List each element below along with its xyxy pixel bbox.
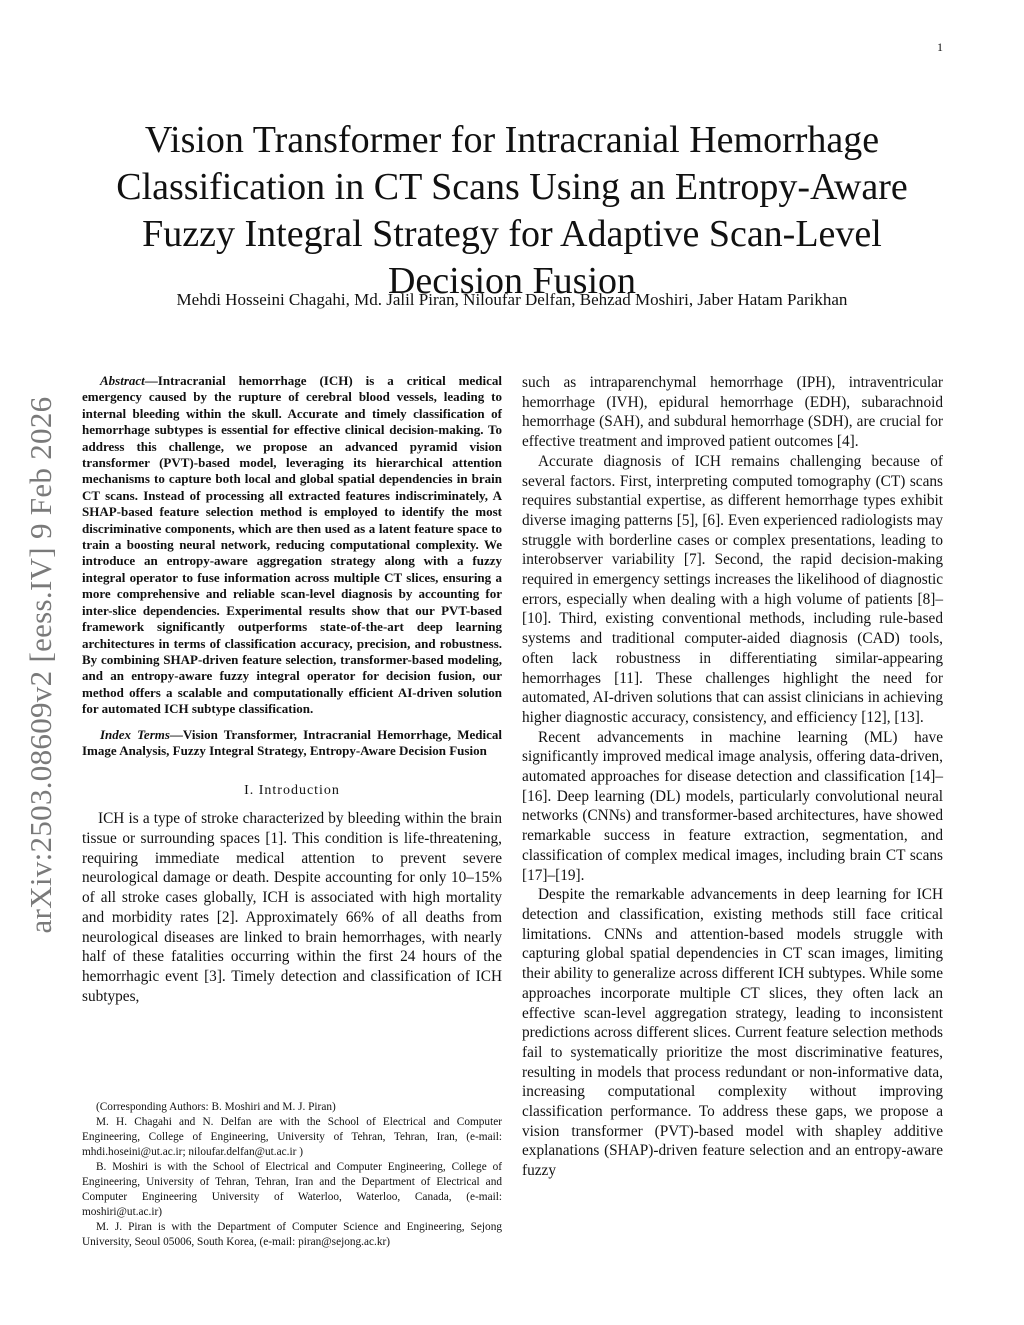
footnote: (Corresponding Authors: B. Moshiri and M. J. Piran) bbox=[96, 1101, 336, 1113]
abstract-lead: Abstract bbox=[100, 373, 145, 388]
author-list: Mehdi Hosseini Chagahi, Md. Jalil Piran, Niloufar Delfan, Behzad Moshiri, Jaber Hatam Parikhan bbox=[176, 290, 848, 309]
left-column bbox=[82, 373, 502, 1006]
abstract bbox=[82, 373, 502, 718]
abstract-text: —Intracranial hemorrhage (ICH) is a critical medical emergency caused by the rupture of cerebral blood vessels, leading to internal bleeding within the skull. Accurate and timely classification of hemorrhage subtypes is essential for effective clinical decision-making. To address this challenge, we propose an advanced pyramid vision transformer (PVT)-based model, leveraging its hierarchical attention mechanisms to capture both local and global spatial dependencies in brain CT scans. Instead of processing all extracted features indiscriminately, A SHAP-based feature selection method is employed to identify the most discriminative components, which are then used as a latent feature space to train a boosting neural network, reducing computational complexity. We introduce an entropy-aware aggregation strategy along with a fuzzy integral operator to fuse information across multiple CT slices, ensuring a more comprehensive and reliable scan-level diagnosis by accounting for inter-slice dependencies. Experimental results show that our PVT-based framework significantly outperforms state-of-the-art deep learning architectures in terms of classification accuracy, precision, and robustness. By combining SHAP-driven feature selection, transformer-based modeling, and an entropy-aware fuzzy integral operator for decision fusion, our method offers a scalable and computationally efficient AI-driven solution for automated ICH subtype classification. bbox=[82, 373, 502, 717]
body-paragraph: Accurate diagnosis of ICH remains challenging because of several factors. First, interpreting computed tomography (CT) scans requires substantial expertise, as different hemorrhage types exhibit diverse imaging patterns [5], [6]. Even experienced radiologists may struggle with borderline cases or complex presentations, leading to interobserver variability [7]. Second, the rapid decision-making required in emergency settings increases the likelihood of diagnostic errors, especially when dealing with a high volume of patients [8]–[10]. Third, existing conventional methods, including rule-based systems and traditional computer-aided diagnosis (CAD) tools, often lack robustness in differentiating similar-appearing hemorrhages [11]. These challenges highlight the need for automated, AI-driven solutions that can assist clinicians in achieving higher diagnostic accuracy, consistency, and efficiency [12], [13]. bbox=[522, 452, 943, 726]
body-paragraph: Recent advancements in machine learning (ML) have significantly improved medical image analysis, offering data-driven, automated approaches for disease detection and classification [14]–[16]. Deep learning (DL) models, particularly convolutional neural networks (CNNs) and transformer-based architectures, have showed remarkable success in feature extraction, segmentation, and classification of complex medical images, including brain CT scans [17]–[19]. bbox=[522, 728, 943, 884]
arxiv-id: arXiv:2503.08609v2 [eess.IV] 9 Feb 2026 bbox=[23, 396, 58, 934]
title-line: Fuzzy Integral Strategy for Adaptive Scan-Level bbox=[142, 213, 882, 256]
index-terms bbox=[82, 727, 502, 760]
title-line: Decision Fusion bbox=[387, 260, 637, 303]
arxiv-stamp bbox=[6, 370, 76, 960]
footnote: B. Moshiri is with the School of Electrical and Computer Engineering, College of Engineering, University of Tehran, Tehran, Iran and the Department of Electrical and Computer Engineering University of Waterloo, Waterloo, Canada, (e-mail: moshiri@ut.ac.ir) bbox=[82, 1161, 502, 1218]
right-column bbox=[522, 373, 943, 1181]
footnote: M. H. Chagahi and N. Delfan are with the School of Electrical and Computer Engineering, College of Engineering, University of Tehran, Tehran, Iran, (e-mail: mhdi.hoseini@ut.ac.ir; niloufar.delfan@ut.ac.ir ) bbox=[82, 1116, 502, 1158]
footnote: M. J. Piran is with the Department of Computer Science and Engineering, Sejong University, Seoul 05006, South Korea, (e-mail: piran@sejong.ac.kr) bbox=[82, 1221, 502, 1248]
index-terms-lead: Index Terms bbox=[100, 726, 170, 742]
intro-paragraph: ICH is a type of stroke characterized by bleeding within the brain tissue or surrounding spaces [1]. This condition is life-threatening, requiring immediate medical attention to prevent severe neurological damage or death. Despite accounting for only 10–15% of all stroke cases globally, ICH is associated with high mortality and morbidity rates [2]. Approximately 66% of all deaths from neurological diseases are linked to brain hemorrhages, with nearly half of these fatalities occurring within the first 24 hours of the hemorrhagic event [3]. Timely detection and classification of ICH subtypes, bbox=[82, 810, 502, 1005]
body-paragraph: Despite the remarkable advancements in deep learning for ICH detection and classification, existing methods still face critical limitations. CNNs and attention-based models struggle with capturing global spatial dependencies in CT scan images, limiting their ability to generalize across different ICH subtypes. While some approaches incorporate multiple CT slices, they often lack an effective scan-level aggregation strategy, leading to inconsistent predictions across different slices. Current feature selection methods fail to systematically prioritize the most discriminative features, resulting in models that process redundant or non-informative data, increasing computational complexity without improving classification performance. To address these gaps, we propose a vision transformer (PVT)-based model with shapley additive explanations (SHAP)-driven feature selection and an entropy-aware fuzzy bbox=[522, 886, 943, 1180]
index-terms-text: —Vision Transformer, Intracranial Hemorrhage, Medical Image Analysis, Fuzzy Integral Strategy, Entropy-Aware Decision Fusion bbox=[82, 726, 502, 758]
paper-title bbox=[60, 117, 964, 305]
footnotes bbox=[82, 1100, 502, 1250]
title-line: Vision Transformer for Intracranial Hemorrhage bbox=[144, 119, 880, 162]
title-line: Classification in CT Scans Using an Entropy-Aware bbox=[116, 166, 908, 209]
section-heading: I. Introduction bbox=[244, 783, 340, 799]
page-number: 1 bbox=[937, 40, 943, 54]
body-paragraph: such as intraparenchymal hemorrhage (IPH), intraventricular hemorrhage (IVH), epidural hemorrhage (EDH), subarachnoid hemorrhage (SAH), and subdural hemorrhage (SDH), are crucial for effective treatment and improved patient outcomes [4]. bbox=[522, 374, 943, 451]
